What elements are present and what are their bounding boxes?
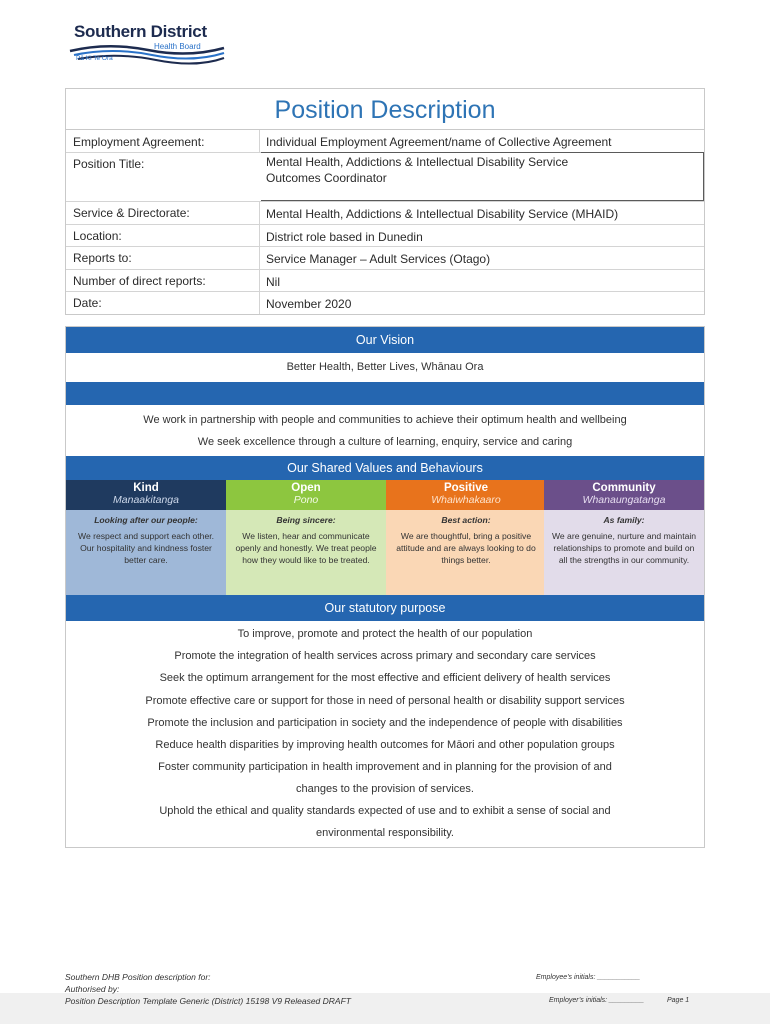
value-name: Community [592, 482, 656, 494]
detail-row [66, 201, 704, 225]
detail-label: Service & Directorate: [73, 206, 190, 220]
page-footer [0, 963, 770, 1024]
value-description: We respect and support each other. Our hospitality and kindness foster better care. [78, 531, 214, 565]
value-open [226, 480, 386, 595]
value-maori: Whaiwhakaaro [431, 494, 501, 506]
value-header [544, 480, 704, 510]
value-behaviour: As family: [603, 515, 645, 525]
value-name: Open [291, 482, 321, 494]
page-number: Page 1 [667, 997, 690, 1004]
value-name: Kind [133, 482, 159, 494]
value-description: We are genuine, nurture and maintain relationships to promote and build on all the strengths in our community. [551, 531, 697, 565]
detail-value: Individual Employment Agreement/name of Collective Agreement [266, 135, 612, 149]
detail-value: District role based in Dunedin [266, 230, 423, 244]
value-body [226, 510, 386, 595]
value-name: Positive [443, 482, 489, 494]
purpose-line: Promote the inclusion and participation in society and the independence of people with disabilities [147, 717, 623, 729]
detail-row [66, 224, 704, 247]
detail-label: Location: [73, 229, 122, 243]
logo [68, 20, 228, 68]
detail-label: Date: [73, 296, 102, 310]
purpose-line: Reduce health disparities by improving health outcomes for Māori and other population groups [155, 739, 615, 751]
employee-initials: Employee’s initials: ___________ [536, 974, 641, 981]
value-kind [66, 480, 226, 595]
mission-line: We seek excellence through a culture of learning, enquiry, service and caring [197, 436, 573, 448]
value-positive [386, 480, 546, 595]
detail-row [66, 269, 704, 292]
purpose-line: Promote the integration of health services across primary and secondary care services [174, 650, 596, 662]
value-description: We are thoughtful, bring a positive attitude and are always looking to do things better. [396, 531, 536, 565]
logo-title: Southern District [74, 22, 207, 41]
detail-value: Service Manager – Adult Services (Otago) [266, 252, 491, 266]
logo-maori: Pā Ki Te Ora [76, 55, 113, 62]
detail-row [66, 152, 704, 202]
purpose-line: Seek the optimum arrangement for the most effective and efficient delivery of health services [159, 672, 611, 684]
value-header [66, 480, 226, 510]
detail-value: November 2020 [266, 297, 352, 311]
vision-text: Better Health, Better Lives, Whānau Ora [286, 361, 484, 373]
detail-value: Nil [266, 275, 280, 289]
detail-label: Number of direct reports: [73, 274, 206, 288]
detail-label: Employment Agreement: [73, 135, 205, 149]
value-header [386, 480, 546, 510]
value-community [544, 480, 704, 595]
value-maori: Whanaungatanga [582, 494, 666, 506]
detail-value: Mental Health, Addictions & Intellectual Disability Service (MHAID) [266, 207, 619, 221]
logo-subtitle: Health Board [154, 42, 201, 51]
values-heading: Our Shared Values and Behaviours [66, 456, 704, 480]
employer-initials: Employer’s initials: _________ [549, 997, 645, 1004]
vision-values-panel [65, 326, 705, 848]
purpose-heading: Our statutory purpose [66, 595, 704, 621]
purpose-line: changes to the provision of services. [296, 783, 474, 795]
mission-line: We work in partnership with people and communities to achieve their optimum health and wellbeing [143, 414, 627, 426]
page-title: Position Description [66, 89, 704, 130]
value-behaviour: Being sincere: [276, 515, 336, 525]
value-behaviour: Looking after our people: [94, 515, 198, 525]
detail-label: Reports to: [73, 251, 132, 265]
footer-line: Southern DHB Position description for: [65, 972, 211, 982]
values-grid [66, 480, 704, 595]
vision-heading: Our Vision [66, 327, 704, 353]
detail-value: Mental Health, Addictions & Intellectual Disability Service Outcomes Coordinator [266, 155, 569, 185]
value-body [386, 510, 546, 595]
purpose-line: Foster community participation in health improvement and in planning for the provision of and [158, 761, 612, 773]
detail-row [66, 246, 704, 270]
value-body [544, 510, 704, 595]
value-header [226, 480, 386, 510]
value-description: We listen, hear and communicate openly and honestly. We treat people how they would like to be treated. [235, 531, 377, 565]
value-body [66, 510, 226, 595]
detail-row [66, 130, 704, 153]
purpose-line: Promote effective care or support for those in need of personal health or disability support services [145, 695, 625, 707]
purpose-line: Uphold the ethical and quality standards expected of use and to exhibit a sense of social and [159, 805, 611, 817]
purpose-line: environmental responsibility. [316, 827, 454, 839]
value-maori: Manaakitanga [113, 494, 179, 506]
mission-band [66, 382, 704, 405]
footer-line: Position Description Template Generic (District) 15198 V9 Released DRAFT [65, 996, 351, 1006]
footer-line: Authorised by: [65, 984, 120, 994]
detail-label: Position Title: [73, 157, 145, 171]
detail-row [66, 291, 704, 314]
position-details-table [65, 88, 705, 315]
purpose-line: To improve, promote and protect the health of our population [237, 628, 533, 640]
value-behaviour: Best action: [441, 515, 491, 525]
value-maori: Pono [293, 494, 319, 506]
